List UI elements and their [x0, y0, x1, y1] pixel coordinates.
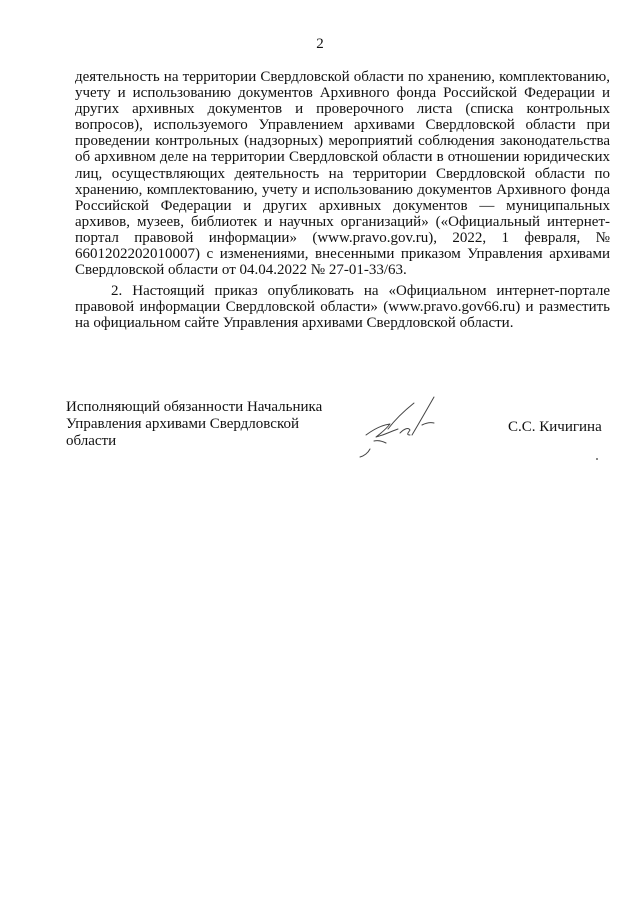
- page-number: 2: [316, 36, 324, 52]
- handwritten-signature: [352, 385, 462, 465]
- signer-name: С.С. Кичигина: [508, 419, 602, 435]
- body-paragraph-2: 2. Настоящий приказ опубликовать на «Официальном интернет-портале правовой информации Свердловской области» (www.pravo.gov66.ru) и разместить на официальном сайте Управления архивами Свердловской области.: [75, 283, 610, 332]
- document-body: [75, 69, 610, 332]
- signer-position-title: Исполняющий обязанности Начальника Управления архивами Свердловской области: [66, 399, 323, 449]
- body-paragraph-1: деятельность на территории Свердловской области по хранению, комплектованию, учету и использованию документов Архивного фонда Российской Федерации и других архивных документов и проверочного листа (списка контрольных вопросов), используемого Управлением архивами Свердловской области при проведении контрольных (надзорных) мероприятий соблюдения законодательства об архивном деле на территории Свердловской области в отношении юридических лиц, осуществляющих деятельность на территории Свердловской области по хранению, комплектованию, учету и использованию документов Архивного фонда Российской Федерации и других архивных документов — муниципальных архивов, музеев, библиотек и научных организаций» («Официальный интернет-портал правовой информации» (www.pravo.gov.ru), 2022, 1 февраля, № 6601202202010007) с изменениями, внесенными приказом Управления архивами Свердловской области от 04.04.2022 № 27-01-33/63.: [75, 69, 610, 279]
- scan-artifact-dot: [596, 458, 598, 460]
